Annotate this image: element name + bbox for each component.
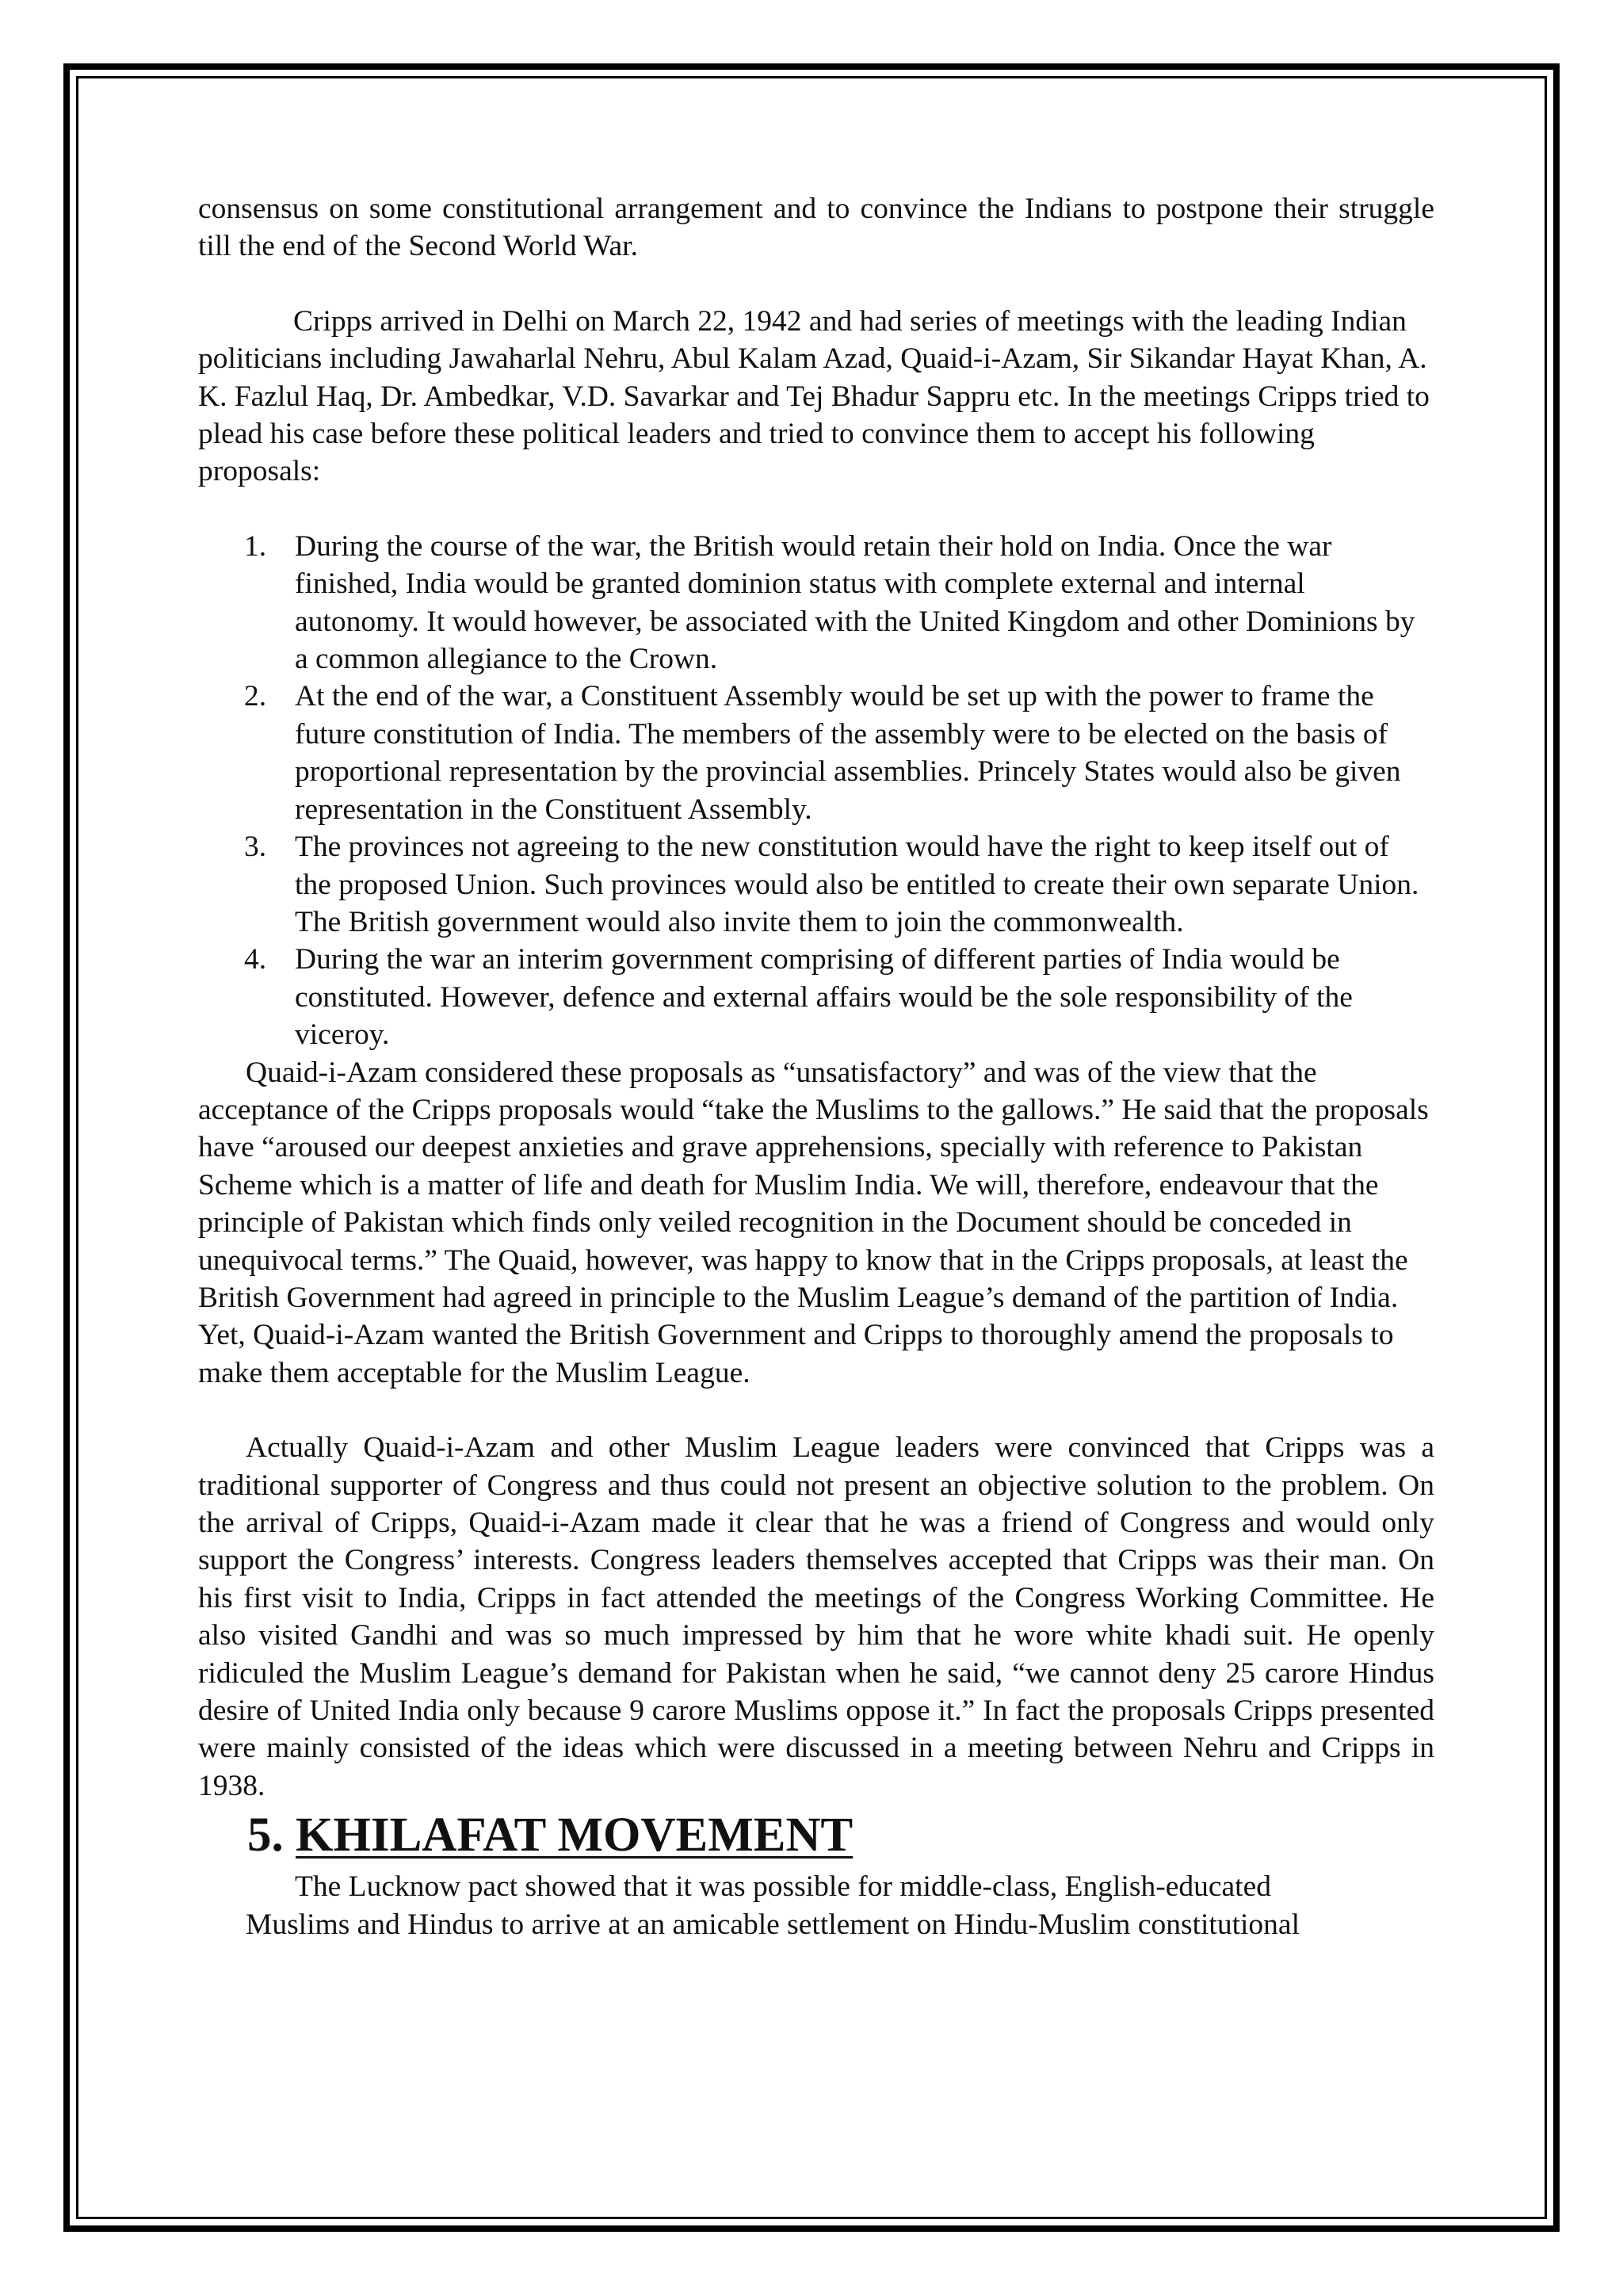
khilafat-paragraph bbox=[198, 1868, 1434, 1943]
list-item bbox=[198, 528, 1434, 678]
list-item-number: 1. bbox=[244, 529, 267, 563]
paragraph-gap bbox=[198, 266, 1434, 303]
list-item-text: The provinces not agreeing to the new constitution would have the right to keep itself out of the proposed Union. Such provinces would also be entitled to create their own separate Union. The British government would also invite them to join the commonwealth. bbox=[295, 831, 1419, 938]
list-item bbox=[198, 678, 1434, 828]
proposals-list bbox=[198, 528, 1434, 1054]
section-number: 5. bbox=[247, 1809, 284, 1862]
list-item-text: During the war an interim government comprising of different parties of India would be constituted. However, defence and external affairs would be the sole responsibility of the viceroy. bbox=[295, 943, 1353, 1052]
document-body bbox=[198, 190, 1434, 1943]
section-title: KHILAFAT MOVEMENT bbox=[296, 1809, 854, 1862]
paragraph-gap bbox=[198, 1392, 1434, 1429]
cripps-arrival-paragraph: Cripps arrived in Delhi on March 22, 1942 and had series of meetings with the leading Indian politicians including Jawaharlal Nehru, Abul Kalam Azad, Quaid-i-Azam, Sir Sikandar Hayat Khan, A. K. Fazlul Haq, Dr. Ambedkar, V.D. Savarkar and Tej Bhadur Sappru etc. In the meetings Cripps tried to plead his case before these political leaders and tried to convince them to accept his following proposals: bbox=[198, 304, 1430, 488]
quaid-reaction-paragraph: Quaid-i-Azam considered these proposals as “unsatisfactory” and was of the view that the acceptance of the Cripps proposals would “take the Muslims to the gallows.” He said that the proposals have “aroused our deepest anxieties and grave apprehensions, specially with reference to Pakistan Scheme which is a matter of life and death for Muslim India. We will, therefore, endeavour that the principle of Pakistan which finds only veiled recognition in the Document should be conceded in unequivocal terms.” The Quaid, however, was happy to know that in the Cripps proposals, at least the British Government had agreed in principle to the Muslim League’s demand of the partition of India. Yet, Quaid-i-Azam wanted the British Government and Cripps to thoroughly amend the proposals to make them acceptable for the Muslim League. bbox=[198, 1056, 1429, 1389]
list-item-text: During the course of the war, the British would retain their hold on India. Once the war finished, India would be granted dominion status with complete external and internal autonomy. It would however, be associated with the United Kingdom and other Dominions by a common allegiance to the Crown. bbox=[295, 529, 1415, 676]
list-item bbox=[198, 941, 1434, 1053]
intro-paragraph: consensus on some constitutional arrangement and to convince the Indians to postpone their struggle till the end of the Second World War. bbox=[198, 193, 1434, 263]
list-item bbox=[198, 828, 1434, 941]
list-item-number: 3. bbox=[244, 831, 267, 864]
khilafat-paragraph-line: Muslims and Hindus to arrive at an amicable settlement on Hindu-Muslim constitutional bbox=[246, 1908, 1300, 1941]
list-item-number: 2. bbox=[244, 680, 267, 713]
section-heading bbox=[198, 1806, 1434, 1865]
list-item-text: At the end of the war, a Constituent Assembly would be set up with the power to frame the future constitution of India. The members of the assembly were to be elected on the basis of proportional representation by the provincial assemblies. Princely States would also be given representation in the Constituent Assembly. bbox=[295, 680, 1401, 826]
cripps-supporter-paragraph: Actually Quaid-i-Azam and other Muslim League leaders were convinced that Cripps was a traditional supporter of Congress and thus could not present an objective solution to the problem. On the arrival of Cripps, Quaid-i-Azam made it clear that he was a friend of Congress and would only support the Congress’ interests. Congress leaders themselves accepted that Cripps was their man. On his first visit to India, Cripps in fact attended the meetings of the Congress Working Committee. He also visited Gandhi and was so much impressed by him that he wore white khadi suit. He openly ridiculed the Muslim League’s demand for Pakistan when he said, “we cannot deny 25 carore Hindus desire of United India only because 9 carore Muslims oppose it.” In fact the proposals Cripps presented were mainly consisted of the ideas which were discussed in a meeting between Nehru and Cripps in 1938. bbox=[198, 1431, 1434, 1802]
list-item-number: 4. bbox=[244, 943, 267, 976]
khilafat-paragraph-line: The Lucknow pact showed that it was possible for middle-class, English-educated bbox=[295, 1870, 1271, 1904]
paragraph-gap bbox=[198, 491, 1434, 528]
